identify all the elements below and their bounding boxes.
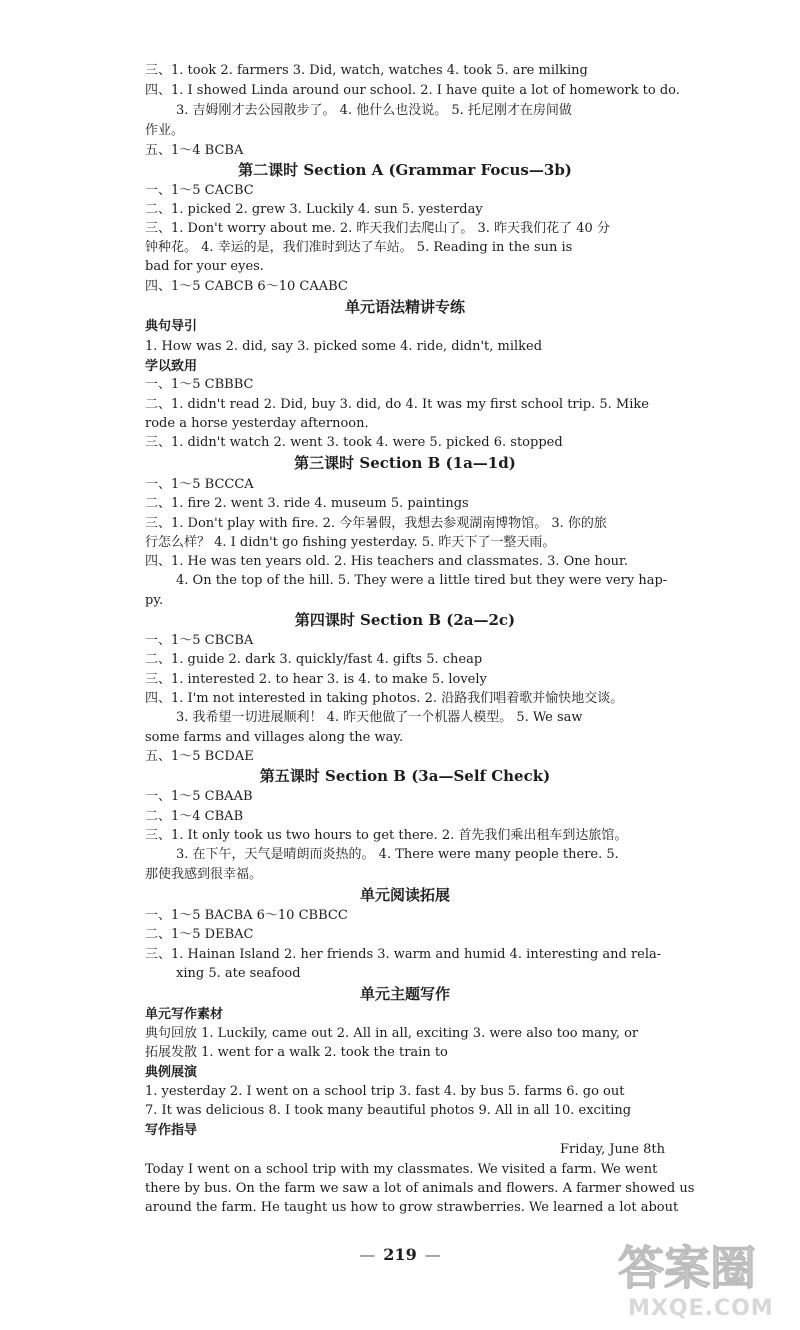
- answer-line: 二、1. guide 2. dark 3. quickly/fast 4. gifts 5. cheap: [145, 652, 483, 667]
- essay-date: Friday, June 8th: [560, 1142, 665, 1157]
- answer-line: 1. How was 2. did, say 3. picked some 4. ride, didn't, milked: [145, 339, 543, 354]
- subheading: 写作指导: [145, 1123, 198, 1138]
- answer-line: 五、1～5 BCDAE: [145, 749, 254, 764]
- answer-line: some farms and villages along the way.: [145, 730, 404, 745]
- page-number: — 219 —: [359, 1245, 441, 1264]
- answer-line: xing 5. ate seafood: [176, 966, 301, 981]
- section-heading: 单元语法精讲专练: [344, 298, 465, 316]
- answer-line: 行怎么样？ 4. I didn't go fishing yesterday. 5. 昨天下了一整天雨。: [145, 535, 556, 550]
- answer-line: 三、1. Hainan Island 2. her friends 3. warm and humid 4. interesting and rela-: [145, 947, 662, 962]
- answer-line: 二、1. picked 2. grew 3. Luckily 4. sun 5. yesterday: [145, 202, 483, 217]
- answer-line: 一、1～5 CBAAB: [145, 789, 253, 804]
- answer-line: rode a horse yesterday afternoon.: [145, 416, 369, 431]
- answer-line: 二、1. fire 2. went 3. ride 4. museum 5. paintings: [145, 496, 469, 511]
- answer-line: 四、1. I'm not interested in taking photos. 2. 沿路我们唱着歌并愉快地交谈。: [145, 691, 624, 706]
- answer-line: 3. 我希望一切进展顺利！ 4. 昨天他做了一个机器人模型。 5. We saw: [176, 710, 583, 725]
- answer-line: py.: [145, 593, 164, 608]
- answer-line: 一、1～5 CBBBC: [145, 377, 254, 392]
- answer-line: 一、1～5 CBCBA: [145, 633, 254, 648]
- answer-line: 二、1～5 DEBAC: [145, 927, 254, 942]
- section-heading: 第五课时 Section B (3a—Self Check): [259, 767, 551, 785]
- section-heading: 第三课时 Section B (1a—1d): [294, 454, 516, 472]
- answer-line: 一、1～5 BCCCA: [145, 477, 254, 492]
- subheading: 单元写作素材: [145, 1007, 224, 1022]
- answer-line: 作业。: [145, 123, 185, 138]
- essay-line: there by bus. On the farm we saw a lot of animals and flowers. A farmer showed us: [145, 1181, 695, 1196]
- section-heading: 单元主题写作: [359, 985, 450, 1003]
- essay-line: around the farm. He taught us how to grow strawberries. We learned a lot about: [145, 1200, 679, 1215]
- section-heading: 单元阅读拓展: [359, 886, 450, 904]
- answer-line: 一、1～5 CACBC: [145, 183, 254, 198]
- answer-line: 钟种花。 4. 幸运的是，我们准时到达了车站。 5. Reading in the sun is: [145, 240, 573, 255]
- answer-line: 五、1～4 BCBA: [145, 143, 244, 158]
- answer-line: 三、1. interested 2. to hear 3. is 4. to make 5. lovely: [145, 672, 487, 687]
- watermark-site: MXQE.COM: [628, 1296, 774, 1321]
- answer-line: 4. On the top of the hill. 5. They were a little tired but they were very hap-: [176, 573, 668, 588]
- answer-line: 二、1. didn't read 2. Did, buy 3. did, do 4. It was my first school trip. 5. Mike: [145, 397, 649, 412]
- answer-line: 二、1～4 CBAB: [145, 809, 244, 824]
- answer-line: 三、1. Don't play with fire. 2. 今年暑假，我想去参观湖南博物馆。 3. 你的旅: [145, 516, 607, 531]
- answer-line: 典句回放 1. Luckily, came out 2. All in all, exciting 3. were also too many, or: [145, 1026, 639, 1041]
- subheading: 典例展演: [145, 1065, 198, 1080]
- answer-line: 拓展发散 1. went for a walk 2. took the train to: [145, 1045, 448, 1060]
- answer-line: 三、1. took 2. farmers 3. Did, watch, watches 4. took 5. are milking: [145, 63, 588, 78]
- answer-line: 三、1. It only took us two hours to get there. 2. 首先我们乘出租车到达旅馆。: [145, 828, 628, 843]
- subheading: 典句导引: [145, 319, 198, 334]
- answer-line: 1. yesterday 2. I went on a school trip 3. fast 4. by bus 5. farms 6. go out: [145, 1084, 625, 1099]
- answer-line: 四、1. He was ten years old. 2. His teachers and classmates. 3. One hour.: [145, 554, 628, 569]
- page-number-value: 219: [383, 1245, 417, 1264]
- answer-line: 四、1. I showed Linda around our school. 2. I have quite a lot of homework to do.: [145, 83, 680, 98]
- answer-line: 那使我感到很幸福。: [145, 867, 263, 882]
- answer-line: 一、1～5 BACBA 6～10 CBBCC: [145, 908, 348, 923]
- answer-line: 三、1. Don't worry about me. 2. 昨天我们去爬山了。 3. 昨天我们花了 40 分: [145, 221, 610, 236]
- answer-line: 7. It was delicious 8. I took many beautiful photos 9. All in all 10. exciting: [145, 1103, 632, 1118]
- answer-line: 三、1. didn't watch 2. went 3. took 4. were 5. picked 6. stopped: [145, 435, 563, 450]
- answer-line: bad for your eyes.: [145, 259, 264, 274]
- essay-line: Today I went on a school trip with my classmates. We visited a farm. We went: [145, 1162, 658, 1177]
- answer-line: 四、1～5 CABCB 6～10 CAABC: [145, 279, 348, 294]
- answer-line: 3. 在下午，天气是晴朗而炎热的。 4. There were many people there. 5.: [176, 847, 619, 862]
- section-heading: 第二课时 Section A (Grammar Focus—3b): [238, 161, 572, 179]
- watermark-logo: 答案圈: [618, 1241, 756, 1295]
- answer-line: 3. 吉姆刚才去公园散步了。 4. 他什么也没说。 5. 托尼刚才在房间做: [176, 103, 572, 118]
- section-heading: 第四课时 Section B (2a—2c): [294, 611, 516, 629]
- subheading: 学以致用: [145, 359, 198, 374]
